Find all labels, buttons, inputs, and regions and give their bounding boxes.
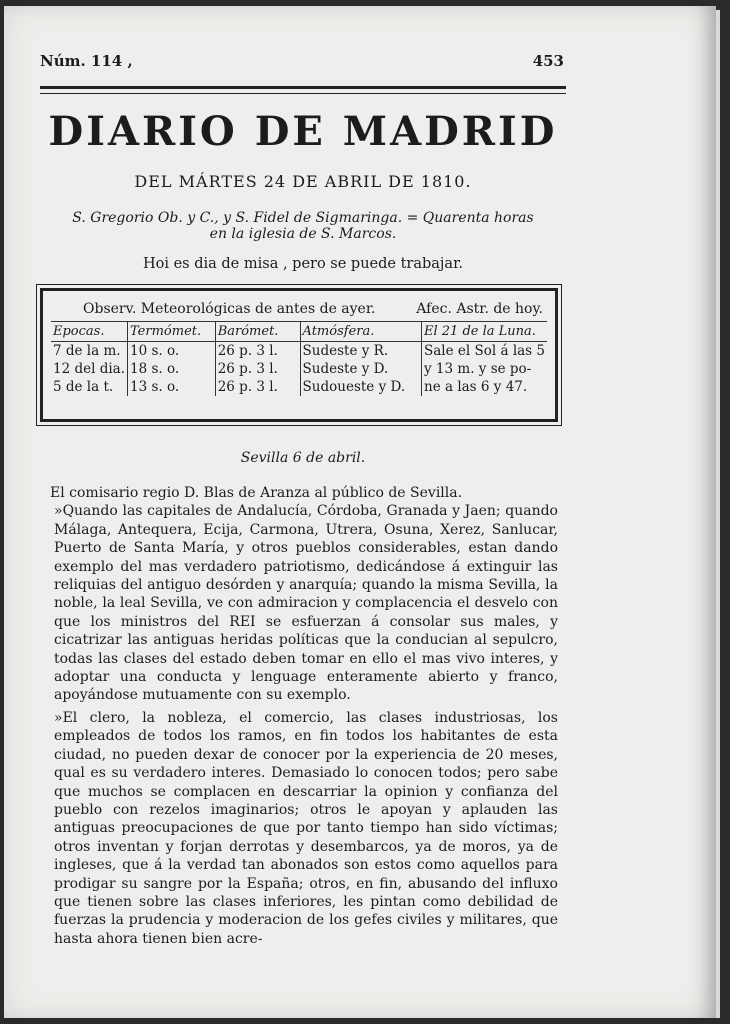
col-barometro: Barómet.: [215, 322, 300, 342]
cell-termometro: 13 s. o.: [128, 378, 216, 396]
cell-barometro: 26 p. 3 l.: [215, 360, 300, 378]
weather-right-heading: Afec. Astr. de hoy.: [416, 301, 543, 317]
cell-epoca: 12 del dia.: [53, 361, 126, 377]
header-rule-thin: [40, 93, 566, 94]
issue-number: Núm. 114 ,: [40, 52, 133, 70]
weather-table: [51, 321, 547, 396]
header-rule-thick: [40, 86, 566, 89]
table-row: [51, 342, 547, 361]
cell-barometro: 26 p. 3 l.: [215, 342, 300, 361]
cell-epoca: 7 de la m.: [53, 343, 121, 359]
cell-termometro: 18 s. o.: [128, 360, 216, 378]
cell-termometro: 10 s. o.: [128, 342, 216, 361]
cell-barometro: 26 p. 3 l.: [215, 378, 300, 396]
saints-of-day: [40, 210, 566, 242]
saints-line-1: S. Gregorio Ob. y C., y S. Fidel de Sigmaringa. = Quarenta horas: [72, 210, 534, 226]
article-paragraph-2: »El clero, la nobleza, el comercio, las clases industriosas, los empleados de todos los ramos, en fin todos los habitantes de esta ciudad, no pueden dexar de conocer por la experiencia de 20 meses, qual es su verdadero interes. Demasiado lo conocen todos; pero sabe que muchos se complacen en descarriar la opinion y confianza del pueblo con rezelos imaginarios; otros le apoyan y aplauden las antiguas preocupaciones de que por tanto tiempo han sido víctimas; otros inventan y forjan derrotas y desembarcos, ya de moros, ya de ingleses, que á la verdad tan abonados son estos como aquellos para prodigar su sangre por la España; otros, en fin, abusando del influxo que tienen sobre las clases inferiores, les pintan como debilidad de fuerzas la prudencia y moderacion de los gefes civiles y militares, que hasta ahora tienen bien acre-: [54, 709, 558, 947]
col-epocas: Epocas.: [51, 322, 128, 342]
col-luna: El 21 de la Luna.: [422, 322, 548, 342]
article-dateline: Sevilla 6 de abril.: [240, 450, 366, 466]
page-header: [40, 52, 564, 70]
cell-atmosfera: Sudoueste y D.: [300, 378, 421, 396]
cell-astro: y 13 m. y se po-: [422, 360, 548, 378]
cell-atmosfera: Sudeste y R.: [300, 342, 421, 361]
cell-astro: ne a las 6 y 47.: [422, 378, 548, 396]
weather-left-heading: Observ. Meteorológicas de antes de ayer.: [83, 301, 376, 317]
col-termometro: Termómet.: [128, 322, 216, 342]
article-heading: El comisario regio D. Blas de Aranza al público de Sevilla.: [50, 485, 463, 501]
issue-date: DEL MÁRTES 24 DE ABRIL DE 1810.: [134, 172, 472, 191]
col-atmosfera: Atmósfera.: [300, 322, 421, 342]
masthead-title: DIARIO DE MADRID: [48, 108, 558, 155]
article-paragraph-1: »Quando las capitales de Andalucía, Córdoba, Granada y Jaen; quando Málaga, Antequera, Ecija, Carmona, Utrera, Osuna, Xerez, Sanlucar, Puerto de Santa María, y otros pueblos considerables, estan dando exemplo del mas verdadero patriotismo, dedicándose á extinguir las reliquias del antiguo desórden y anarquía; quando la misma Sevilla, la noble, la leal Sevilla, ve con admiracion y complacencia el desvelo con que los ministros del REI se esfuerzan á consolar sus males, y cicatrizar las antiguas heridas políticas que la conducian al sepulcro, todas las clases del estado deben tomar en ello el mas vivo interes, y adoptar una conducta y lenguage enteramente abierto y franco, apoyándose mutuamente con su exemplo.: [54, 503, 558, 704]
cell-epoca: 5 de la t.: [53, 379, 114, 395]
table-row: [51, 378, 547, 396]
weather-box: [40, 288, 558, 422]
cell-astro: Sale el Sol á las 5: [422, 342, 548, 361]
weather-headings: [43, 291, 555, 317]
page-number: 453: [532, 52, 564, 70]
cell-atmosfera: Sudeste y D.: [300, 360, 421, 378]
table-row: [51, 360, 547, 378]
saints-line-2: en la iglesia de S. Marcos.: [209, 226, 397, 242]
article-body: [50, 484, 558, 948]
today-notice: Hoi es dia de misa , pero se puede trabajar.: [142, 256, 464, 272]
